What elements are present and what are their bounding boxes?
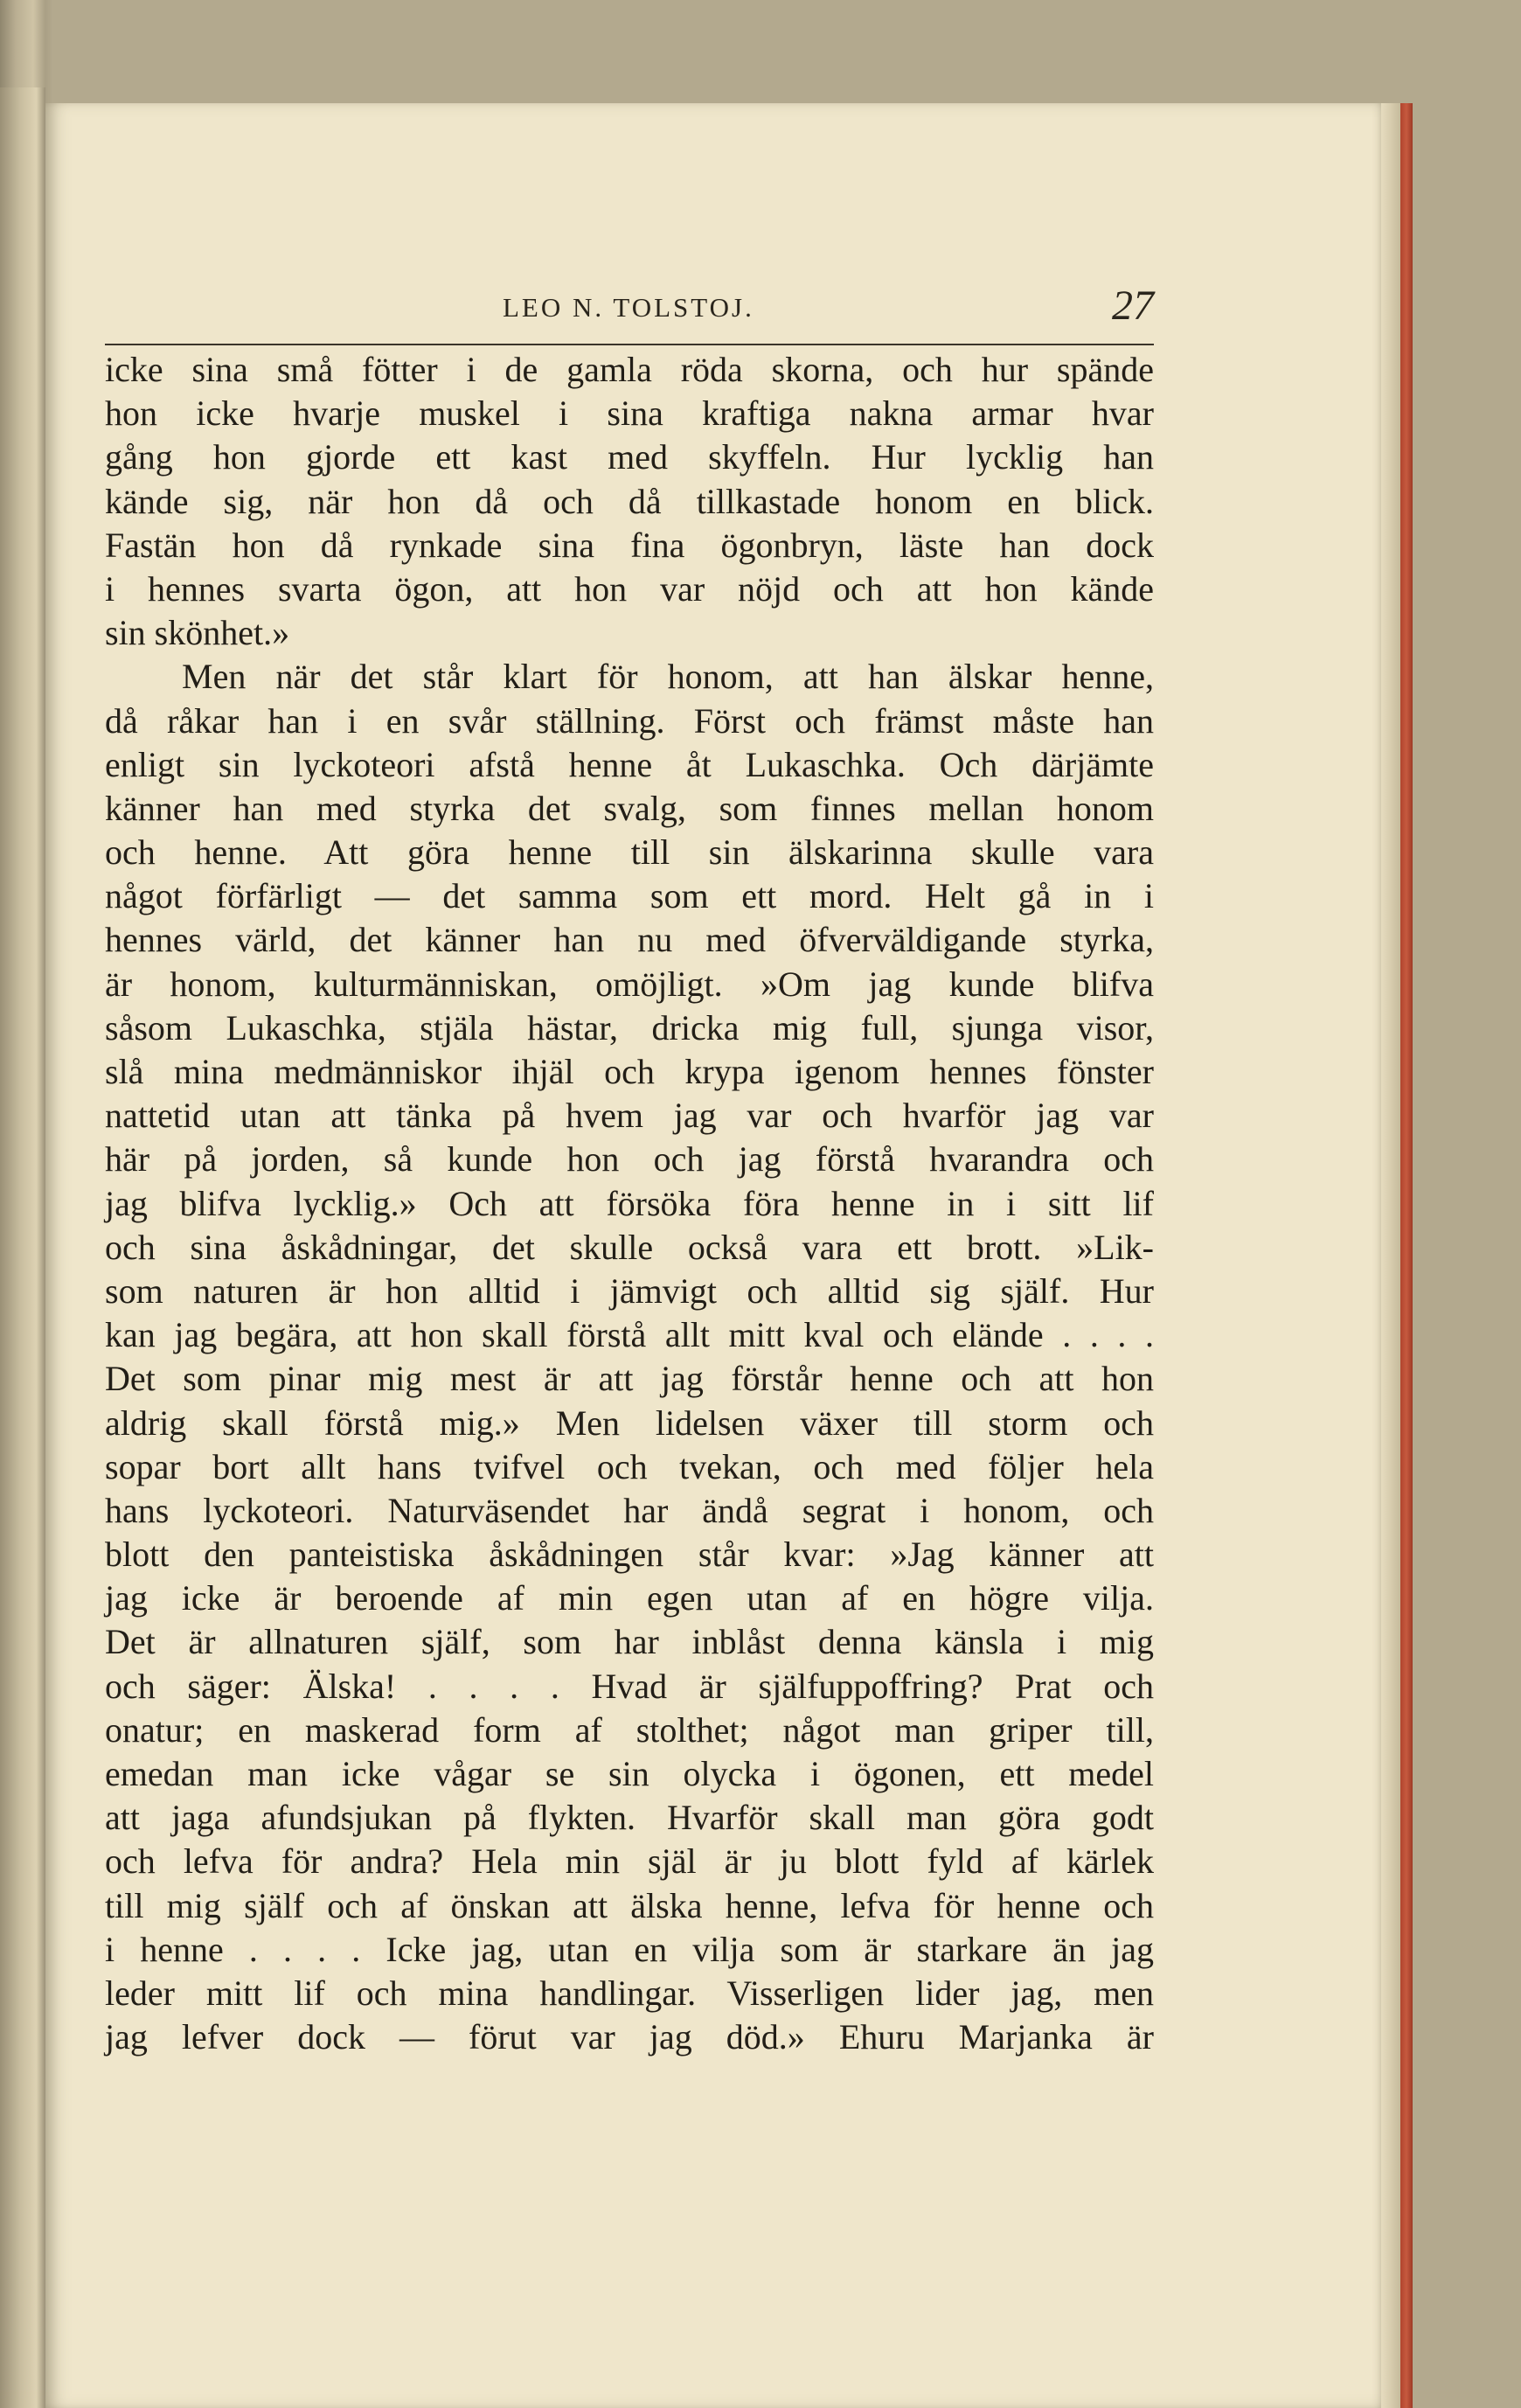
header-rule [105,344,1154,345]
text-line: då råkar han i en svår ställning. Först och främst måste han [105,700,1154,741]
text-line: att jaga afundsjukan på flykten. Hvarför skall man göra godt [105,1798,1154,1838]
text-line: Men när det står klart för honom, att han älskar henne, [182,657,1154,697]
text-line: blott den panteistiska åskådningen står kvar: »Jag känner att [105,1535,1154,1575]
text-line: onatur; en maskerad form af stolthet; något man griper till, [105,1709,1154,1750]
text-line: Fastän hon då rynkade sina fina ögonbryn, läste han dock [105,525,1154,565]
text-line: till mig själf och af önskan att älska henne, lefva för henne och [105,1885,1154,1925]
text-line: emedan man icke vågar se sin olycka i ögonen, ett medel [105,1754,1154,1793]
text-line: enligt sin lyckoteori afstå henne åt Lukaschka. Och därjämte [105,744,1154,784]
text-line: aldrig skall förstå mig.» Men lidelsen växer till storm och [105,1402,1154,1443]
text-line: jag icke är beroende af min egen utan af en högre vilja. [105,1578,1154,1618]
text-line: är honom, kulturmänniskan, omöjligt. »Om jag kunde blifva [105,964,1154,1004]
text-line: något förfärligt — det samma som ett mord. Helt gå in i [105,876,1154,916]
text-line: och sina åskådningar, det skulle också vara ett brott. »Lik- [105,1227,1154,1267]
text-line: i hennes svarta ögon, att hon var nöjd och att hon kände [105,568,1154,609]
text-line: jag lefver dock — förut var jag död.» Ehuru Marjanka är [105,2017,1154,2057]
page-number: 27 [1112,282,1154,329]
text-line: här på jorden, så kunde hon och jag förstå hvarandra och [105,1139,1154,1180]
text-line: gång hon gjorde ett kast med skyffeln. Hur lycklig han [105,437,1154,477]
text-line: såsom Lukaschka, stjäla hästar, dricka mig full, sjunga visor, [105,1007,1154,1047]
text-line: nattetid utan att tänka på hvem jag var och hvarför jag var [105,1096,1154,1136]
text-line: och säger: Älska! . . . . Hvad är själfuppoffring? Prat och [105,1666,1154,1706]
text-line: hon icke hvarje muskel i sina kraftiga nakna armar hvar [105,393,1154,434]
body-text [105,348,1154,2059]
text-line: hennes värld, det känner han nu med öfverväldigande styrka, [105,920,1154,960]
text-line: och lefva för andra? Hela min själ är ju blott fyld af kärlek [105,1841,1154,1882]
text-line: kan jag begära, att hon skall förstå allt mitt kval och elände . . . . [105,1315,1154,1355]
text-line: i henne . . . . Icke jag, utan en vilja som är starkare än jag [105,1929,1154,1969]
text-line: sopar bort allt hans tvifvel och tvekan, och med följer hela [105,1446,1154,1486]
red-cover-edge [1400,103,1413,2408]
text-line: icke sina små fötter i de gamla röda skorna, och hur spände [105,350,1154,389]
text-line: Det är allnaturen själf, som har inblåst denna känsla i mig [105,1622,1154,1662]
text-line: slå mina medmänniskor ihjäl och krypa igenom hennes fönster [105,1052,1154,1091]
text-line: kände sig, när hon då och då tillkastade honom en blick. [105,481,1154,521]
text-line: leder mitt lif och mina handlingar. Visserligen lider jag, men [105,1973,1154,2013]
text-line: som naturen är hon alltid i jämvigt och alltid sig själf. Hur [105,1270,1154,1311]
page-fore-edge [1381,103,1400,2408]
text-line: och henne. Att göra henne till sin älskarinna skulle vara [105,832,1154,873]
text-line: Det som pinar mig mest är att jag förstår henne och att hon [105,1359,1154,1399]
text-line: känner han med styrka det svalg, som finnes mellan honom [105,788,1154,828]
text-line: jag blifva lycklig.» Och att försöka föra henne in i sitt lif [105,1183,1154,1223]
text-line: hans lyckoteori. Naturväsendet har ändå segrat i honom, och [105,1490,1154,1530]
running-title: LEO N. TOLSTOJ. [503,292,754,323]
text-line: sin skönhet.» [105,613,290,653]
left-page-edge [0,87,45,2408]
running-head [105,282,1154,336]
